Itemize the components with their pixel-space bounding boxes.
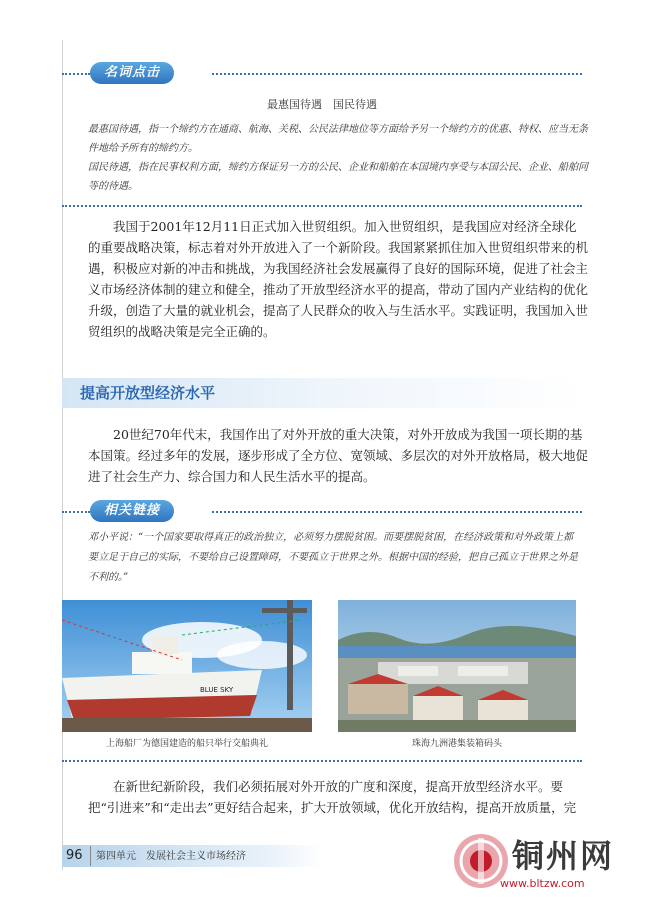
section-heading (62, 378, 582, 408)
deng-xiaoping-quote: 邓小平说：“一个国家要取得真正的政治独立，必须努力摆脱贫困。而要摆脱贫困，在经济政策和对外政策上都要立足于自己的实际，不要给自己设置障碍，不要孤立于世界之外。根据中国的经验，把自己孤立于世界之外是不利的。” (88, 532, 578, 583)
glossary-note-national-treatment: 国民待遇，指在民事权利方面，缔约方保证另一方的公民、企业和船舶在本国境内享受与本国公民、企业、船舶同等的待遇。 (88, 162, 588, 192)
dotted-divider (62, 511, 90, 513)
watermark-site-name: 铜州网 (512, 837, 615, 875)
paragraph-new-century: 在新世纪新阶段，我们必须拓展对外开放的广度和深度，提高开放型经济水平。要把“引进来”和“走出去”更好结合起来，扩大开放领域，优化开放结构，提高开放质量，完 (88, 779, 577, 815)
dotted-divider (212, 73, 582, 75)
glossary-box-header (62, 62, 582, 86)
section-title: 提高开放型经济水平 (80, 384, 216, 402)
ship-photo-caption: 上海船厂为德国建造的船只举行交船典礼 (105, 739, 268, 749)
watermark-url: www.bltzw.com (500, 877, 585, 890)
glossary-terms: 最惠国待遇 国民待遇 (267, 98, 377, 111)
container-port-photo (338, 600, 576, 732)
ship-name-text: BLUE SKY (200, 686, 234, 694)
related-link-box-header (62, 500, 582, 524)
ship-ceremony-illustration (62, 600, 312, 732)
ship-ceremony-photo (62, 600, 312, 732)
unit-title: 第四单元 发展社会主义市场经济 (96, 851, 246, 862)
container-port-illustration (338, 600, 576, 732)
page-number: 96 (66, 848, 83, 863)
paragraph-opening-up-policy: 20世纪70年代末，我国作出了对外开放的重大决策，对外开放成为我国一项长期的基本国策。经过多年的发展，逐步形成了全方位、宽领域、多层次的对外开放格局，极大地促进了社会生产力、综合国力和人民生活水平的提高。 (88, 427, 589, 484)
dotted-divider (62, 760, 582, 762)
glossary-tag: 名词点击 (90, 62, 174, 84)
port-photo-caption: 珠海九洲港集装箱码头 (411, 739, 502, 749)
dotted-divider (62, 205, 582, 207)
related-link-tag: 相关链接 (90, 500, 174, 522)
glossary-note-mfn: 最惠国待遇，指一个缔约方在通商、航海、关税、公民法律地位等方面给予另一个缔约方的优惠、特权、应当无条件地给予所有的缔约方。 (88, 124, 588, 154)
paragraph-wto-accession: 我国于2001年12月11日正式加入世贸组织。加入世贸组织，是我国应对经济全球化的重要战略决策，标志着对外开放进入了一个新阶段。我国紧紧抓住加入世贸组织带来的机遇，积极应对新的冲击和挑战，为我国经济社会发展赢得了良好的国际环境，促进了社会主义市场经济体制的建立和健全，推动了开放型经济水平的提高，带动了国内产业结构的优化升级，创造了大量的就业机会，提高了人民群众的收入与生活水平。实践证明，我国加入世贸组织的战略决策是完全正确的。 (88, 219, 589, 339)
footer-separator (90, 846, 91, 866)
dotted-divider (212, 511, 582, 513)
dotted-divider (62, 73, 90, 75)
